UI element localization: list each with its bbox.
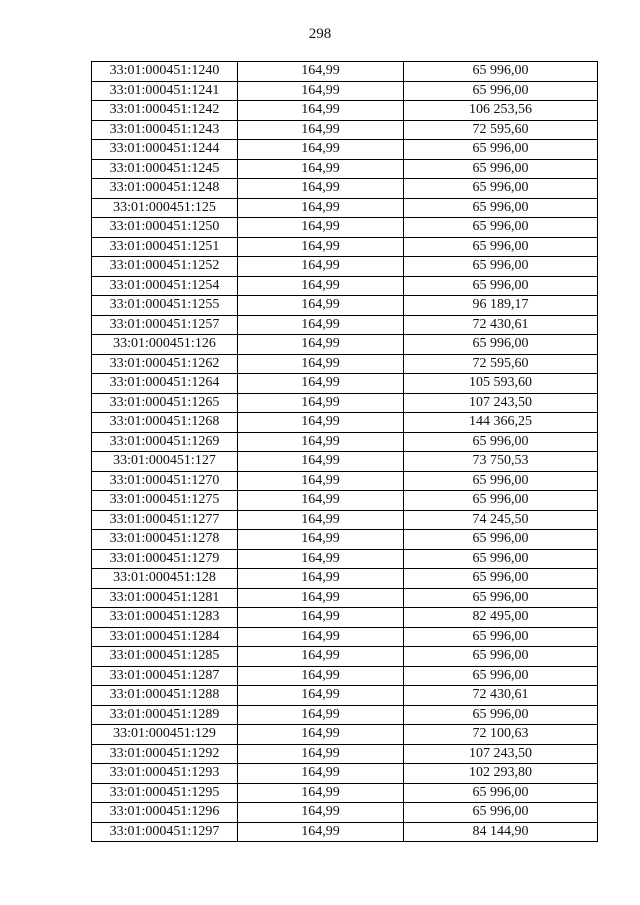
value-cell: 65 996,00 <box>404 783 598 803</box>
table-row <box>92 510 598 530</box>
area-cell: 164,99 <box>238 510 404 530</box>
value-cell: 65 996,00 <box>404 335 598 355</box>
value-cell: 65 996,00 <box>404 491 598 511</box>
value-cell: 84 144,90 <box>404 822 598 842</box>
table-row <box>92 764 598 784</box>
value-cell: 65 996,00 <box>404 471 598 491</box>
area-cell: 164,99 <box>238 588 404 608</box>
value-cell: 65 996,00 <box>404 257 598 277</box>
area-cell: 164,99 <box>238 471 404 491</box>
cadastral-number-cell: 33:01:000451:1270 <box>92 471 238 491</box>
cadastral-number-cell: 33:01:000451:1293 <box>92 764 238 784</box>
area-cell: 164,99 <box>238 822 404 842</box>
value-cell: 65 996,00 <box>404 569 598 589</box>
area-cell: 164,99 <box>238 783 404 803</box>
cadastral-number-cell: 33:01:000451:1277 <box>92 510 238 530</box>
area-cell: 164,99 <box>238 276 404 296</box>
table-row <box>92 608 598 628</box>
value-cell: 65 996,00 <box>404 62 598 82</box>
area-cell: 164,99 <box>238 744 404 764</box>
value-cell: 102 293,80 <box>404 764 598 784</box>
table-row <box>92 159 598 179</box>
area-cell: 164,99 <box>238 179 404 199</box>
page-number: 298 <box>308 26 332 42</box>
cadastral-number-cell: 33:01:000451:1245 <box>92 159 238 179</box>
area-cell: 164,99 <box>238 140 404 160</box>
value-cell: 65 996,00 <box>404 218 598 238</box>
cadastral-number-cell: 33:01:000451:1257 <box>92 315 238 335</box>
value-cell: 74 245,50 <box>404 510 598 530</box>
cadastral-number-cell: 33:01:000451:1288 <box>92 686 238 706</box>
value-cell: 65 996,00 <box>404 432 598 452</box>
cadastral-number-cell: 33:01:000451:1275 <box>92 491 238 511</box>
table-row <box>92 705 598 725</box>
value-cell: 105 593,60 <box>404 374 598 394</box>
table-row <box>92 296 598 316</box>
cadastral-table <box>91 61 598 842</box>
area-cell: 164,99 <box>238 296 404 316</box>
table-row <box>92 335 598 355</box>
area-cell: 164,99 <box>238 705 404 725</box>
value-cell: 82 495,00 <box>404 608 598 628</box>
cadastral-number-cell: 33:01:000451:1255 <box>92 296 238 316</box>
cadastral-number-cell: 33:01:000451:1265 <box>92 393 238 413</box>
cadastral-number-cell: 33:01:000451:1269 <box>92 432 238 452</box>
value-cell: 65 996,00 <box>404 276 598 296</box>
value-cell: 72 595,60 <box>404 120 598 140</box>
cadastral-number-cell: 33:01:000451:1240 <box>92 62 238 82</box>
table-row <box>92 276 598 296</box>
table-row <box>92 120 598 140</box>
cadastral-number-cell: 33:01:000451:1289 <box>92 705 238 725</box>
cadastral-number-cell: 33:01:000451:1242 <box>92 101 238 121</box>
area-cell: 164,99 <box>238 354 404 374</box>
cadastral-number-cell: 33:01:000451:1296 <box>92 803 238 823</box>
table-row <box>92 374 598 394</box>
value-cell: 73 750,53 <box>404 452 598 472</box>
area-cell: 164,99 <box>238 432 404 452</box>
area-cell: 164,99 <box>238 413 404 433</box>
area-cell: 164,99 <box>238 530 404 550</box>
table-row <box>92 354 598 374</box>
table-row <box>92 237 598 257</box>
area-cell: 164,99 <box>238 452 404 472</box>
table-row <box>92 725 598 745</box>
cadastral-number-cell: 33:01:000451:1284 <box>92 627 238 647</box>
cadastral-number-cell: 33:01:000451:1250 <box>92 218 238 238</box>
area-cell: 164,99 <box>238 666 404 686</box>
cadastral-number-cell: 33:01:000451:1268 <box>92 413 238 433</box>
value-cell: 65 996,00 <box>404 81 598 101</box>
value-cell: 107 243,50 <box>404 393 598 413</box>
table-row <box>92 393 598 413</box>
cadastral-number-cell: 33:01:000451:1278 <box>92 530 238 550</box>
table-row <box>92 81 598 101</box>
value-cell: 65 996,00 <box>404 647 598 667</box>
area-cell: 164,99 <box>238 101 404 121</box>
cadastral-number-cell: 33:01:000451:1241 <box>92 81 238 101</box>
cadastral-number-cell: 33:01:000451:1283 <box>92 608 238 628</box>
value-cell: 72 595,60 <box>404 354 598 374</box>
area-cell: 164,99 <box>238 491 404 511</box>
cadastral-number-cell: 33:01:000451:1292 <box>92 744 238 764</box>
cadastral-number-cell: 33:01:000451:1252 <box>92 257 238 277</box>
area-cell: 164,99 <box>238 725 404 745</box>
value-cell: 72 430,61 <box>404 315 598 335</box>
table-row <box>92 569 598 589</box>
value-cell: 65 996,00 <box>404 198 598 218</box>
area-cell: 164,99 <box>238 608 404 628</box>
value-cell: 65 996,00 <box>404 549 598 569</box>
cadastral-number-cell: 33:01:000451:1243 <box>92 120 238 140</box>
value-cell: 96 189,17 <box>404 296 598 316</box>
table-row <box>92 822 598 842</box>
table-row <box>92 627 598 647</box>
cadastral-number-cell: 33:01:000451:1262 <box>92 354 238 374</box>
area-cell: 164,99 <box>238 62 404 82</box>
value-cell: 65 996,00 <box>404 705 598 725</box>
table-body <box>92 62 598 842</box>
cadastral-number-cell: 33:01:000451:126 <box>92 335 238 355</box>
table-row <box>92 647 598 667</box>
table-row <box>92 588 598 608</box>
table-row <box>92 218 598 238</box>
cadastral-number-cell: 33:01:000451:1295 <box>92 783 238 803</box>
area-cell: 164,99 <box>238 257 404 277</box>
area-cell: 164,99 <box>238 374 404 394</box>
table-row <box>92 62 598 82</box>
table-row <box>92 315 598 335</box>
value-cell: 65 996,00 <box>404 588 598 608</box>
area-cell: 164,99 <box>238 198 404 218</box>
area-cell: 164,99 <box>238 569 404 589</box>
table-row <box>92 432 598 452</box>
cadastral-number-cell: 33:01:000451:1264 <box>92 374 238 394</box>
area-cell: 164,99 <box>238 647 404 667</box>
area-cell: 164,99 <box>238 335 404 355</box>
value-cell: 72 100,63 <box>404 725 598 745</box>
value-cell: 107 243,50 <box>404 744 598 764</box>
cadastral-number-cell: 33:01:000451:125 <box>92 198 238 218</box>
value-cell: 65 996,00 <box>404 530 598 550</box>
value-cell: 72 430,61 <box>404 686 598 706</box>
value-cell: 65 996,00 <box>404 237 598 257</box>
cadastral-number-cell: 33:01:000451:1297 <box>92 822 238 842</box>
table-row <box>92 471 598 491</box>
cadastral-number-cell: 33:01:000451:128 <box>92 569 238 589</box>
area-cell: 164,99 <box>238 549 404 569</box>
area-cell: 164,99 <box>238 803 404 823</box>
area-cell: 164,99 <box>238 81 404 101</box>
cadastral-number-cell: 33:01:000451:1244 <box>92 140 238 160</box>
area-cell: 164,99 <box>238 159 404 179</box>
cadastral-number-cell: 33:01:000451:127 <box>92 452 238 472</box>
table-row <box>92 549 598 569</box>
cadastral-number-cell: 33:01:000451:1248 <box>92 179 238 199</box>
table-row <box>92 257 598 277</box>
table-row <box>92 686 598 706</box>
area-cell: 164,99 <box>238 120 404 140</box>
table-row <box>92 101 598 121</box>
area-cell: 164,99 <box>238 393 404 413</box>
value-cell: 106 253,56 <box>404 101 598 121</box>
cadastral-number-cell: 33:01:000451:129 <box>92 725 238 745</box>
value-cell: 65 996,00 <box>404 159 598 179</box>
cadastral-number-cell: 33:01:000451:1254 <box>92 276 238 296</box>
value-cell: 65 996,00 <box>404 140 598 160</box>
area-cell: 164,99 <box>238 237 404 257</box>
table-row <box>92 140 598 160</box>
value-cell: 65 996,00 <box>404 666 598 686</box>
cadastral-number-cell: 33:01:000451:1281 <box>92 588 238 608</box>
value-cell: 65 996,00 <box>404 627 598 647</box>
table-row <box>92 744 598 764</box>
value-cell: 144 366,25 <box>404 413 598 433</box>
value-cell: 65 996,00 <box>404 803 598 823</box>
area-cell: 164,99 <box>238 315 404 335</box>
area-cell: 164,99 <box>238 627 404 647</box>
value-cell: 65 996,00 <box>404 179 598 199</box>
table-row <box>92 198 598 218</box>
table-row <box>92 666 598 686</box>
cadastral-number-cell: 33:01:000451:1287 <box>92 666 238 686</box>
table-row <box>92 491 598 511</box>
cadastral-number-cell: 33:01:000451:1279 <box>92 549 238 569</box>
table-row <box>92 530 598 550</box>
area-cell: 164,99 <box>238 686 404 706</box>
cadastral-number-cell: 33:01:000451:1251 <box>92 237 238 257</box>
table-row <box>92 413 598 433</box>
table-row <box>92 803 598 823</box>
table-row <box>92 783 598 803</box>
cadastral-number-cell: 33:01:000451:1285 <box>92 647 238 667</box>
area-cell: 164,99 <box>238 218 404 238</box>
area-cell: 164,99 <box>238 764 404 784</box>
table-row <box>92 179 598 199</box>
table-row <box>92 452 598 472</box>
